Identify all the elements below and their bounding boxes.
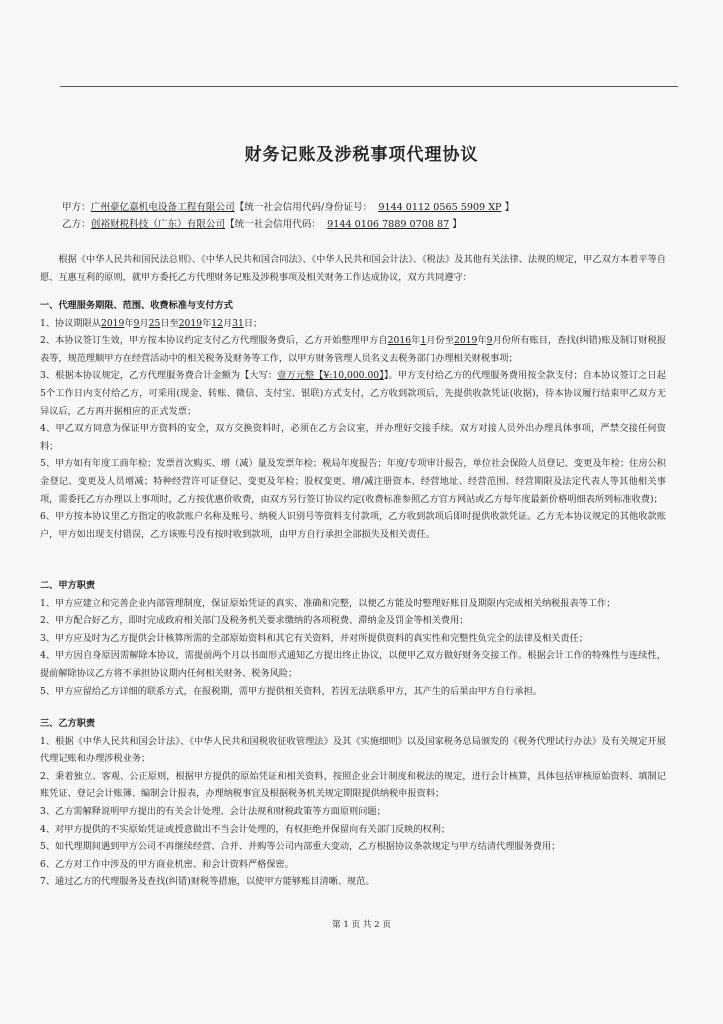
section-3-item: 6、乙方对工作中涉及的甲方商业机密、和会计资料严格保密。 — [40, 858, 294, 870]
party-a-label: 甲方： — [62, 202, 91, 213]
section-2-item: 5、甲方应留给乙方详细的联系方式，在报税期，需甲方提供相关资料，若因无法联系甲方，其产生的后果由甲方自行承担。 — [40, 685, 542, 697]
party-b-line — [62, 216, 462, 230]
section-2-heading: 二、甲方职责 — [40, 580, 96, 591]
header-rule — [60, 86, 678, 87]
section-2-item: 4、甲方因自身原因需解除本协议，需提前两个月以书面形式通知乙方提出终止协议，以便甲乙双方做好财务交接工作。根据会计工作的特殊性与连续性，提前解除协议乙方将不承担协议期内任何相关财务、税务风险； — [40, 650, 666, 679]
party-a-name: 广州豪亿嘉机电设备工程有限公司 — [90, 202, 235, 213]
party-b-code: 9144 0106 7889 0708 87 — [327, 219, 450, 230]
section-3-item: 3、乙方需解释说明甲方提出的有关会计处理、会计法规和财税政策等方面原则问题； — [40, 805, 386, 817]
party-a-code-suffix: 】 — [504, 202, 515, 213]
party-a-code: 9144 0112 0565 5909 XP — [378, 202, 502, 213]
section-1-item-2: 2、本协议签订生效，甲方按本协议约定支付乙方代理服务费后，乙方开始整理甲方自2016年1月份至2019年9月份所有账目，查找(纠错)账及制订财税报表等，规范理顺甲方在经营活动中的相关税务及财务等工作，以甲方财务管理人员名义去税务部门办理相关财税事项； — [40, 335, 667, 364]
page-number: 第 1 页 共 2 页 — [332, 920, 391, 930]
section-3-item: 5、如代理期间遇到甲方公司不再继续经营、合并、并购等公司内部重大变动，乙方根据协议条款规定与甲方结清代理服务费用； — [40, 841, 561, 853]
party-b-label: 乙方： — [62, 219, 91, 230]
page-title: 财务记账及涉税事项代理协议 — [244, 145, 479, 165]
section-3-item: 1、根据《中华人民共和国会计法》、《中华人民共和国税收征收管理法》及其《实施细则》以及国家税务总局颁发的《税务代理试行办法》及有关规定开展代理记账和办理涉税业务； — [40, 735, 666, 765]
section-1-item-6: 6、甲方按本协议里乙方指定的收款账户名称及账号、纳税人识别号等资料支付款项，乙方收到款项后即时提供收款凭证。乙方无本协议规定的其他收款账户，甲方如出现支付错误，乙方该账号没有按时收到款项，由甲方自行承担全部损失及相关责任。 — [40, 511, 666, 540]
party-b-code-prefix: 【统一社会信用代码： — [225, 219, 322, 230]
section-3 — [40, 715, 666, 891]
service-fee-amount: 壹万元整【¥:10,000.00】 — [277, 370, 384, 382]
section-1 — [40, 297, 666, 543]
section-3-item: 2、秉着独立、客观、公正原则，根据甲方提供的原始凭证和相关资料，按照企业会计制度和税法的规定，进行会计核算，具体包括审核原始资料、填制记账凭证、登记会计账簿、编制会计报表，办理纳税事宜及根据税务机关规定期限提供纳税申报资料； — [40, 770, 666, 800]
section-2-item: 2、甲方配合好乙方，即时完成政府相关部门及税务机关要求缴纳的各项税费、滞纳金及罚金等相关费用； — [40, 615, 469, 627]
party-b-code-suffix: 】 — [452, 219, 462, 230]
preamble-block — [40, 251, 666, 286]
section-1-item-3: 3、根据本协议规定，乙方代理服务费合计金额为【大写：壹万元整【¥:10,000.00】】。甲方支付给乙方的代理服务费用按全款支付；自本协议签订之日起5个工作日内支付给乙方，可采用(现金、转账、微信、支付宝、银联)方式支付，乙方收到款项后，先提供收款凭证(收据)，待本协议履行结束甲乙双方无异议后，乙方再开据相应的正式发票； — [40, 370, 666, 417]
section-1-heading: 一、代理服务期限、范围、收费标准与支付方式 — [40, 300, 233, 311]
section-1-item-1: 1、协议期限从2019年9月25日至2019年12月31日； — [40, 317, 263, 329]
party-a-line — [62, 199, 514, 213]
section-3-heading: 三、乙方职责 — [40, 718, 96, 729]
preamble: 根据《中华人民共和国民法总则》、《中华人民共和国合同法》、《中华人民共和国会计法》、《税法》及其他有关法律、法规的规定，甲乙双方本着平等自愿、互惠互利的原则，就甲方委托乙方代理财务记账及涉税事项及相关财务工作达成协议，双方共同遵守： — [40, 254, 666, 283]
section-3-item: 7、通过乙方的代理服务及查找(纠错)财税等措施，以使甲方能够账目清晰、规范。 — [40, 876, 375, 888]
section-3-item: 4、对甲方提供的不实原始凭证或授意做出不当会计处理的，有权拒绝并保留向有关部门反映的权利； — [40, 823, 451, 835]
party-a-code-prefix: 【统一社会信用代码/身份证号： — [234, 202, 373, 213]
section-1-item-4: 4、甲乙双方同意为保证甲方资料的安全，双方交换资料时，必须在乙方会议室，并办理好交接手续。双方对接人员外出办理具体事项，严禁交接任何资料； — [40, 423, 666, 452]
party-b-name: 创裕财税科技（广东）有限公司 — [90, 219, 226, 230]
section-1-item-5: 5、甲方如有年度工商年检；发票首次购买、增（减）量及发票年检；税局年度报告；年度/专项审计报告，单位社会保险人员登记、变更及年检；住房公积金登记、变更及人员增减；特种经营许可证登记、变更及年检；股权变更、增/减注册资本、经营地址、经营范围、经营期限及法定代表人等其他相关事项，需委托乙方办理以上事项时，乙方按优惠价收费，由双方另行签订协议约定(收费标准参照乙方官方网站或乙方每年度最新价格明细表所列标准收费)； — [40, 458, 666, 505]
section-2-item: 3、甲方应及时为乙方提供会计核算所需的全部原始资料和其它有关资料，并对所提供资料的真实性和完整性负完全的法律及相关责任； — [40, 632, 588, 644]
section-2-item: 1、甲方应建立和完善企业内部管理制度，保证原始凭证的真实、准确和完整，以便乙方能及时整理好账目及期限内完成相关纳税报表等工作； — [40, 597, 616, 609]
section-2 — [40, 577, 666, 700]
